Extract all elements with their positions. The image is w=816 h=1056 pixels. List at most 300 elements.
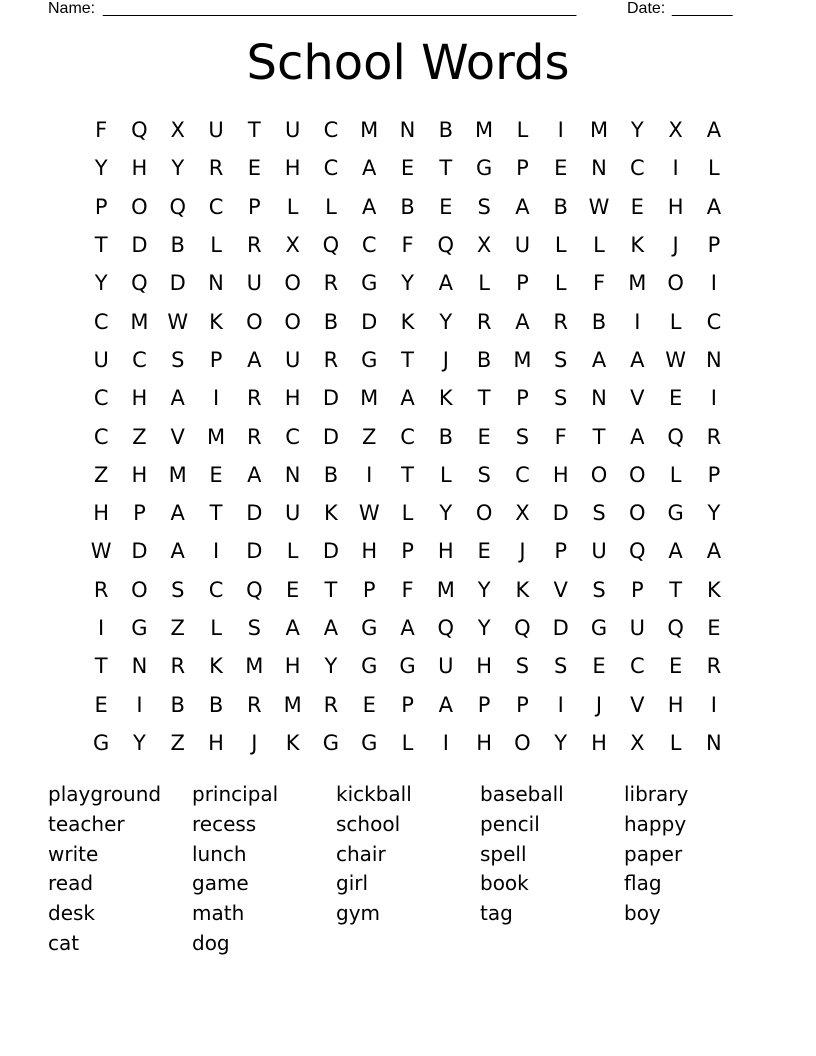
grid-letter: T [324,577,338,602]
grid-letter: H [284,386,301,411]
grid-letter: A [285,616,300,640]
grid-letter: C [629,654,645,679]
grid-letter: L [669,462,682,487]
grid-letter: A [400,616,415,640]
grid-letter: E [707,616,721,640]
grid-letter: K [209,654,223,679]
grid-letter: I [98,616,105,640]
grid-letter: G [361,616,378,640]
grid-letter: G [667,501,684,526]
grid-letter: R [247,386,262,411]
grid-letter: H [667,692,684,717]
grid-letter: C [93,386,109,411]
grid-letter: G [361,730,378,755]
grid-letter: P [133,501,146,526]
grid-letter: H [208,730,224,755]
grid-letter: E [247,156,261,181]
grid-letter: R [553,309,568,334]
word-list-item: playground [48,782,162,806]
grid-letter: Q [667,424,684,449]
grid-letter: Z [170,616,185,640]
grid-letter: Q [437,616,455,640]
grid-letter: A [170,539,185,564]
grid-letter: A [630,424,645,449]
grid-letter: X [476,233,492,258]
grid-letter: Z [93,462,109,487]
grid-letter: P [554,539,568,564]
grid-letter: A [362,156,377,181]
grid-letter: G [399,654,416,679]
grid-letter: E [439,194,453,219]
date-blank-line[interactable]: _______ [672,0,733,17]
grid-letter: A [362,194,377,219]
grid-letter: Y [133,730,146,755]
grid-letter: D [246,539,263,564]
grid-letter: L [210,233,222,258]
grid-letter: U [284,347,301,372]
grid-letter: E [630,194,644,219]
grid-letter: A [247,462,262,487]
grid-letter: D [131,233,148,258]
grid-letter: N [706,347,722,372]
grid-letter: I [557,118,564,143]
grid-letter: O [667,271,684,296]
grid-letter: R [706,424,722,449]
grid-letter: R [93,577,109,602]
grid-letter: A [438,692,453,717]
grid-letter: V [630,692,645,717]
grid-letter: H [361,539,378,564]
grid-letter: S [247,616,261,640]
grid-letter: O [514,730,531,755]
grid-letter: P [516,271,529,296]
grid-letter: L [669,730,682,755]
grid-letter: G [361,654,378,679]
page-title: School Words [246,35,570,91]
grid-letter: F [401,577,414,602]
grid-letter: E [94,692,108,717]
grid-letter: M [168,462,187,487]
grid-letter: L [516,118,529,143]
grid-letter: X [515,501,530,526]
word-list-item: pencil [480,811,540,836]
grid-letter: O [590,462,608,487]
name-blank-line[interactable]: _______________________________________________________ [103,0,576,17]
grid-letter: B [553,194,568,219]
grid-letter: P [209,347,223,372]
grid-letter: I [136,692,143,717]
grid-letter: K [209,309,223,334]
grid-letter: R [706,654,722,679]
grid-letter: U [591,539,607,564]
grid-letter: H [591,730,607,755]
grid-letter: Z [170,730,185,755]
grid-letter: A [400,386,415,411]
grid-letter: T [669,577,683,602]
grid-letter: J [672,233,679,258]
grid-letter: P [401,539,414,564]
grid-letter: E [477,539,491,564]
grid-letter: G [93,730,110,755]
grid-letter: K [707,577,721,602]
grid-letter: Y [94,156,108,181]
grid-letter: W [90,539,112,564]
word-list-item: game [192,871,249,896]
grid-letter: D [169,271,186,296]
grid-letter: M [206,424,226,449]
grid-letter: P [707,233,721,258]
grid-letter: M [513,347,532,372]
word-list-item: spell [480,841,527,866]
grid-letter: P [401,692,414,717]
grid-letter: L [401,501,414,526]
grid-letter: L [478,271,490,296]
grid-letter: H [131,156,148,181]
grid-letter: N [591,386,607,411]
grid-letter: P [516,692,529,717]
grid-letter: Z [132,424,147,449]
grid-letter: C [706,309,722,334]
word-list-item: tag [480,901,513,926]
grid-letter: B [323,309,339,334]
grid-letter: H [476,730,493,755]
grid-letter: D [322,424,340,449]
grid-letter: I [212,386,220,411]
grid-letter: Y [554,730,568,755]
grid-letter: U [93,347,109,372]
grid-letter: A [247,347,262,372]
grid-letter: M [245,654,264,679]
grid-letter: B [170,233,185,258]
grid-letter: L [439,462,452,487]
grid-letter: W [358,501,380,526]
grid-letter: P [516,386,529,411]
grid-letter: X [170,118,185,143]
grid-letter: S [592,577,606,602]
grid-letter: C [629,156,645,181]
grid-letter: U [629,616,645,640]
grid-letter: T [209,501,223,526]
grid-letter: I [442,730,449,755]
grid-letter: A [630,347,645,372]
grid-letter: L [210,616,222,640]
word-list-item: cat [48,930,80,955]
grid-letter: C [208,577,224,602]
grid-letter: I [212,539,220,564]
grid-letter: U [514,233,531,258]
grid-letter: B [323,462,339,487]
grid-letter: R [323,347,339,372]
grid-letter: F [401,233,414,258]
grid-letter: K [285,730,300,755]
grid-letter: M [360,386,379,411]
grid-letter: P [477,692,491,717]
grid-letter: N [399,118,416,143]
grid-letter: R [247,692,262,717]
grid-letter: W [588,194,610,219]
grid-letter: E [477,424,491,449]
grid-letter: W [665,347,686,372]
grid-letter: I [710,692,717,717]
grid-letter: Q [322,233,340,258]
grid-letter: L [593,233,605,258]
word-list-item: read [48,871,94,896]
grid-letter: R [170,654,186,679]
grid-letter: C [323,118,339,143]
grid-letter: D [552,616,569,640]
date-label: Date: [627,0,666,17]
grid-letter: R [323,271,339,296]
grid-letter: L [554,233,567,258]
grid-letter: S [554,347,568,372]
grid-letter: U [246,271,263,296]
grid-letter: I [672,156,679,181]
word-list-item: dog [192,930,230,955]
grid-letter: O [629,462,646,487]
grid-letter: F [95,118,108,143]
grid-letter: M [283,692,302,717]
grid-letter: L [554,271,567,296]
grid-letter: E [209,462,223,487]
grid-letter: O [629,501,646,526]
grid-letter: C [400,424,415,449]
grid-letter: T [401,347,414,372]
grid-letter: L [669,309,682,334]
grid-letter: E [668,386,683,411]
word-list-item: chair [336,841,386,866]
grid-letter: J [595,692,603,717]
grid-letter: Q [131,271,148,296]
grid-letter: J [442,347,449,372]
grid-letter: T [439,156,453,181]
grid-letter: Y [401,271,414,296]
grid-letter: P [362,577,376,602]
grid-letter: T [477,386,491,411]
grid-letter: A [515,309,530,334]
grid-letter: K [515,577,530,602]
grid-letter: K [324,501,338,526]
grid-letter: E [400,156,415,181]
grid-letter: S [554,386,568,411]
name-label: Name: [48,0,96,17]
grid-letter: B [400,194,415,219]
word-list-item: school [336,811,401,836]
grid-letter: B [591,309,607,334]
grid-letter: N [284,462,301,487]
word-list-item: baseball [480,782,564,806]
word-list [48,780,768,959]
grid-letter: A [591,347,607,372]
grid-letter: T [94,233,108,258]
grid-letter: H [476,654,493,679]
grid-letter: Q [437,233,455,258]
grid-letter: D [322,539,340,564]
grid-letter: F [592,271,606,296]
grid-letter: M [628,271,647,296]
grid-letter: K [630,233,645,258]
grid-letter: Q [667,616,684,640]
grid-letter: E [592,654,606,679]
grid-letter: N [591,156,607,181]
grid-letter: P [707,462,721,487]
grid-letter: V [553,577,568,602]
word-list-item: kickball [336,782,412,806]
word-list-item: library [624,782,689,806]
grid-letter: U [284,118,301,143]
grid-letter: B [438,118,454,143]
grid-letter: Q [246,577,263,602]
grid-letter: T [401,462,414,487]
grid-letter: H [552,462,569,487]
grid-letter: L [286,194,299,219]
grid-letter: B [476,347,492,372]
grid-letter: L [325,194,337,219]
grid-letter: H [131,462,148,487]
grid-letter: I [557,692,564,717]
grid-letter: S [592,501,606,526]
grid-letter: R [476,309,492,334]
grid-letter: R [247,424,262,449]
word-search-grid [82,111,733,762]
grid-letter: S [477,462,491,487]
grid-letter: J [519,539,526,564]
grid-letter: O [475,501,493,526]
grid-letter: P [630,577,644,602]
grid-letter: C [323,156,339,181]
grid-letter: M [130,309,149,334]
grid-letter: R [208,156,224,181]
grid-letter: X [285,233,300,258]
grid-letter: E [285,577,300,602]
grid-letter: S [554,654,568,679]
grid-letter: B [170,692,185,717]
grid-letter: M [589,118,609,143]
grid-letter: Y [439,309,453,334]
grid-letter: L [401,730,414,755]
grid-letter: A [706,539,722,564]
grid-letter: I [710,271,717,296]
word-list-item: write [48,841,99,866]
grid-letter: A [170,386,185,411]
grid-letter: T [592,424,606,449]
word-list-item: happy [624,811,687,836]
grid-letter: A [515,194,530,219]
grid-letter: L [708,156,720,181]
word-list-item: math [192,901,245,926]
grid-letter: G [475,156,493,181]
grid-letter: I [634,309,641,334]
grid-letter: M [360,118,379,143]
grid-letter: Y [171,156,185,181]
grid-letter: I [710,386,717,411]
grid-letter: Y [630,118,644,143]
grid-letter: I [366,462,373,487]
grid-letter: H [131,386,148,411]
word-list-item: principal [192,782,279,806]
grid-letter: S [171,347,185,372]
grid-letter: E [554,156,568,181]
grid-letter: P [248,194,261,219]
grid-letter: X [668,118,683,143]
grid-letter: V [630,386,645,411]
grid-letter: D [552,501,569,526]
grid-letter: G [322,730,340,755]
grid-letter: M [436,577,455,602]
grid-letter: Y [477,616,491,640]
word-list-item: book [480,871,529,896]
grid-letter: G [361,271,378,296]
grid-letter: E [668,654,683,679]
word-list-item: boy [624,901,661,926]
grid-letter: K [438,386,453,411]
grid-letter: P [516,156,529,181]
grid-letter: Y [94,271,108,296]
grid-letter: D [361,309,378,334]
word-list-item: paper [624,841,683,866]
grid-letter: Q [629,539,646,564]
grid-letter: H [284,654,301,679]
grid-letter: B [208,692,224,717]
grid-letter: X [630,730,645,755]
grid-letter: Q [514,616,531,640]
grid-letter: S [515,424,530,449]
grid-letter: S [515,654,530,679]
grid-letter: V [170,424,185,449]
grid-letter: D [131,539,148,564]
grid-letter: Y [477,577,491,602]
grid-letter: G [131,616,148,640]
grid-letter: A [706,194,722,219]
grid-letter: T [94,654,108,679]
grid-letter: S [171,577,185,602]
grid-letter: Y [324,654,338,679]
grid-letter: S [477,194,491,219]
grid-letter: E [362,692,376,717]
grid-letter: O [131,577,148,602]
grid-letter: N [706,730,722,755]
grid-letter: H [93,501,110,526]
grid-letter: U [284,501,301,526]
grid-letter: C [285,424,300,449]
grid-letter: H [284,156,301,181]
word-list-item: recess [192,811,257,836]
grid-letter: A [170,501,185,526]
grid-letter: G [361,347,378,372]
grid-letter: P [94,194,108,219]
grid-letter: F [554,424,567,449]
grid-letter: C [93,309,109,334]
grid-letter: R [323,692,339,717]
word-list-item: teacher [48,811,125,836]
grid-letter: C [515,462,530,487]
word-list-item: flag [624,871,662,896]
grid-letter: A [323,616,339,640]
grid-letter: C [361,233,377,258]
header-line [0,0,816,20]
grid-letter: H [437,539,454,564]
word-list-item: girl [336,871,369,896]
grid-letter: C [208,194,224,219]
grid-letter: N [131,654,148,679]
grid-letter: A [706,118,722,143]
grid-letter: Y [707,501,721,526]
word-list-item: gym [336,901,381,926]
grid-letter: D [322,386,340,411]
grid-letter: Q [169,194,186,219]
grid-letter: U [438,654,454,679]
grid-letter: R [247,233,262,258]
grid-letter: N [208,271,224,296]
